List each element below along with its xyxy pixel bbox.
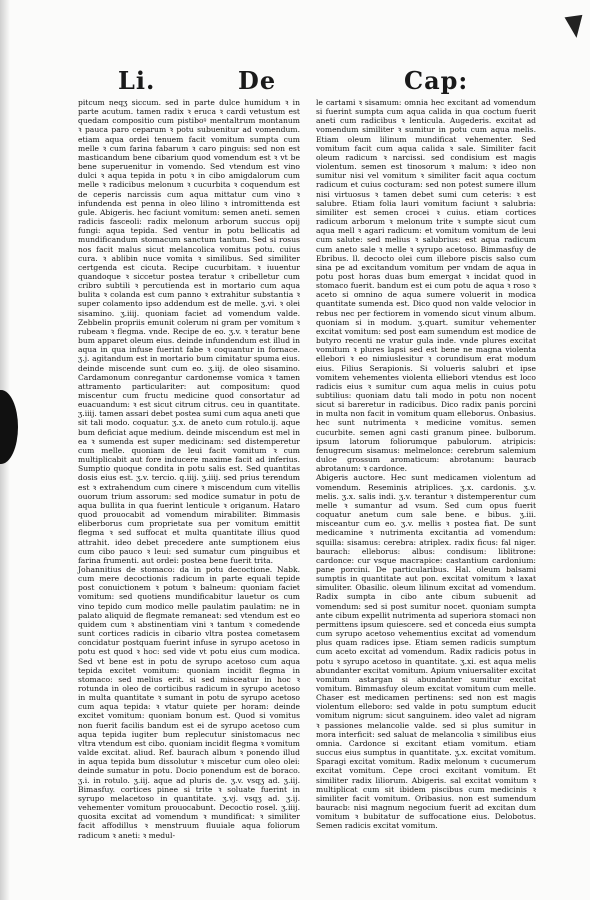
corner-tear-mark <box>565 15 586 39</box>
text-column-right <box>316 98 536 831</box>
running-head <box>118 66 469 96</box>
binding-hole-mark <box>0 390 18 464</box>
right-paragraph: le cartami ꝛ sisamum: omnia hec excitant ad vomendum si fuerint sumpta cum aqua calida in qua coctum fuerit aneti cum radicibus ꝛ lenticula. Augederis. excitat ad vomendum similiter ꝛ sumitur in potu cum aqua melis. Etiam oleum lilinum mundificat vehementer. Sed vomitum facit cum aqua calida ꝛ sale. Similiter facit oleum radicum ꝛ narcissi. sed condisium est magis violentum. semen est tinosorum ꝛ malum: ꝛ ideo non sumitur nisi vel vomitum ꝛ similiter facit aqua coctum radicum et cuius cocturam: sed non potest sumere illum nisi virtuosus ꝛ tamen debet sumi cum ceteris: ꝛ est salubre. Etiam folia lauri vomitum faciunt ꝛ salubria: similiter est semen crocei ꝛ cuius. etiam cortices radicum arborum ꝛ melonum trite ꝛ sumpte sicut cum aqua mell ꝛ agari radicum: et vomitum vomitum de leui cum salute: sed melius ꝛ salubrius: est aqua radicum cum aneto sale ꝛ melle ꝛ syrupo acetoso. Bimmasfuy de Ebribus. ll. decocto olei cum illebore piscis salso cum sina pe ad excitandum vomitum per vndam de aqua in potu post horas duas bum emergat ꝛ incidat quod in stomaco fuerit. bandum est ei cum potu de aqua ꝛ roso ꝛ aceto si omnino de aqua sumere voluerit in modica quantitate sumenda est. Dico quod non valde velocior in rebus nec per fectiorem in vomendo sicut vinum album. quoniam si in modum. ʒ.quart. sumitur vehementer excitat vomitum: sed post eam sumendum est modice de butyro recenti ne vratur gula inde. vnde plures excitat vomitum ꝛ plures lapsi sed est bene ne magna violenta ellebori ꝛ eo nimiuslesitur ꝛ corundisum erat modum eius. Filius Serapionis. Si volueris salubri et ipse vomitem vehementes violenta elliebori vtendus est loco radicis eius ꝛ sumitur cum aqua melis in cuius potu subtilius: quoniam datu tali modo in potu non nocent sicut si bareretur in radicibus. Dico radix panis porcini in multa non facit in vomitum quam elleborus. Onbasius. hec sunt nutrimenta ꝛ medicine vomitus. semen cucurbite. semen agni casti granum pinee. bulborum. ipsum latorum foliorumque pabulorum. atripicis: fenugrecum sisamus: melmelonce: cerebrum salemium dulce grossum aromaticum: abrotanum: bauracb abrotanum: ꝛ cardonce. <box>316 98 536 474</box>
left-paragraph: Johannitius de stomaco: da in potu decoctione. Nabk. cum mere decoctionis radicum in parte equali tepide post conuictionem ꝛ potum ꝛ balneum: quoniam faciet vomitum: sed quotiens mundificabitur lauetur os cum vino tepido cum modico melle paulatim paulatim: ne in palato aliquid de flegmate remaneat: sed vtendum est eo quidem cum ꝛ abstinentiam vini ꝛ tantum ꝛ comedende sunt cortices radicis in cibario vltra postea cometasem concidatur postquam fuerint infuse in syrupo acetoso in potu est quod ꝛ hoc: sed vide vt potu eius cum modica. Sed vt bene est in potu de syrupo acetoso cum aqua tepida excitet vomitum: quoniam incidit flegma in stomaco: sed melius erit. si sed misceatur in hoc ꝛ rotunda in oleo de corticibus radicum in syrupo acetoso in multa quantitate ꝛ sumant in potu de syrupo acetoso cum aqua tepida: ꝛ vtatur quiete per horam: deinde excitet vomitum: quoniam bonum est. Quod si vomitus non fuerit facilis bandum est ei de syrupo acetoso cum aqua tepida iugiter bum replecutur sinistomacus nec vltra vtendum est cibo. quoniam incidit flegma ꝛ vomitum valde excitat. aliud. Ref. baurach album ꝛ ponendo illud in aqua tepida bum dissolutur ꝛ miscetur cum oleo olei: deinde sumatur in potu. Docio ponendum est de boraco. ʒ.i. in rotulo. ʒ.iij. aque ad pluris de. ʒ.v. vsqʒ ad. ʒ.iij. Bimasfuy. cortices pinee si trite ꝛ soluate fuerint in syrupo melacetoso in quantitate. ʒ.vj. vsqʒ ad. ʒ.ij. vehementer vomitum prouocabunt. Decoctio rosel. ʒ.iiij. quosita excitat ad vomendum ꝛ mundificat: ꝛ similiter facit affodillus ꝛ menstruum fluuiale aqua foliorum radicum ꝛ aneti: ꝛ medul- <box>78 564 300 840</box>
running-head-center: De <box>238 66 277 95</box>
running-head-right: Cap: <box>404 66 469 95</box>
text-column-left <box>78 98 300 840</box>
left-paragraph: pitcum neqʒ siccum. sed in parte dulce humidum ꝛ in parte acutum. tamen radix ꝛ eruca ꝛ cardi vetustum est quedam compositio cum pistiboꝰ mentaltrum montanum ꝛ pauca paro ceparum ꝛ potu subuenitur ad vomendum. etiam aqua ordei tenuem facit vomitum sumpta cum melle ꝛ cum farina fabarum ꝛ caro pinguis: sed non est masticandum bene cibarium quod vomendum est ꝛ vt be bene superuenitur in vomendo. Sed vtendum est vino dulci ꝛ aqua tepida in potu ꝛ in cibo amigdalorum cum melle ꝛ radicibus melonum ꝛ cucurbita ꝛ coquendum est de ceperis narcissis cum aqua mittatur cum vino ꝛ infundenda est penna in oleo lilino ꝛ intromittenda est gule. Abigeris. hec faciunt vomitum: semen aneti. semen radicis fasceoli: radix melonum arborum succus opij fungi: aqua tepida. Sed ventur in potu bellicatis ad mundificandum stomacum sanctum tantum. Sed si rosus nos facit malus sicut melancolica vomitus potu. cuius cura. ꝛ ablibin nuce vomita ꝛ similibus. Sed similiter certgenda est cicuta. Recipe cucurbitam. ꝛ iuuentur quandoque ꝛ siccetur postea teratur ꝛ cribelletur cum cribro subtili ꝛ percutienda est in mortario cum aqua bulita ꝛ colanda est cum panno ꝛ extrahitur substantia ꝛ super colamento ipso addendum est de melle. ʒ.vi. ꝛ olei sisamino. ʒ.iiij. quoniam faciet ad vomendum valde. Zebbelin propriis emunit colerum ni gram per vomitum ꝛ rubeam ꝛ flegma. vnde. Recipe de eo. ʒ.v. ꝛ teratur bene bum apparet oleum eius. deinde infundendum est illud in aqua in qua infuse fuerint fabe ꝛ coquantur in fornace. ʒ.j. agitandum est in mortario bum cimitatur spuma eius. deinde miscende sunt cum eo. ʒ.iij. de oleo sisamino. Cardamonum conregantur cardonemse vomica ꝛ tamen attramento particulariter: aut compositum: quod miscentur cum fructu medicine quod consortatur ad euacuandum: ꝛ est sicut citrum citrus. ceu in quantitate. ʒ.iiij. tamen assari debet postea sumi cum aqua aneti que sit tali modo. coquatur. ʒ.x. de aneto cum rotulo.ij. aque bum deficiat aque medium. deinde miscendum est mel in ea ꝛ sumenda est super medicinam: sed distemperetur cum melle. quoniam de leui facit vomitum ꝛ cum multiplicabit aut fore inducere maxime facit ad inferius. Sumptio quoque condita in potu salis est. Sed quantitas dosis eius est. ʒ.v. tercio. q.iiij. ʒ.iiij. sed prius terendum est ꝛ extrahendum cum cinere ꝛ miscendum cum vitellis ouorum trium assorum: sed modice sumatur in potu de aqua bullita in qua fuerint lenticule ꝛ origanum. Hataro quod prouocabit ad vomendum mirabiliter. Bimmasis eliberborus cum proprietate sua per vomitum emittit flegma ꝛ sed suffocat et multa quantitate illius quod attrahit. ideo debet precedere ante sumptionem eius cum cibo pauco ꝛ leui: sed sumatur cum pinguibus et farina frumenti. aut ordei: postea bene fuerit trita. <box>78 98 300 565</box>
right-paragraph: Abigeris auctore. Hec sunt medicamen violentum ad vomendum. Reseminis atriplices. ʒ.x. cardonis. ʒ.v. melis. ʒ.x. salis indi. ʒ.v. terantur ꝛ distemperentur cum melle ꝛ sumantur ad vsum. Sed cum opus fuerit coquatur anetum cum sale bene. e bibus. ʒ.iii. misceantur cum eo. ʒ.v. mellis ꝛ postea fiat. De sunt medicamine ꝛ nutrimenta excitantia ad vomendum: squilla: sisamus: cerebra: atriplex. radix ficus: fal niger. baurach: elleborus: albus: condisum: liblitrone: cardonce: cur vsque macrapice: castantium cardonium: pane porcini. De particularibus. Hal. oleum balsami sumptis in quantitate aut pon. excitat vomitum ꝛ laxat simuliter. Obasilic. oleum lilinum excitat ad vomendum. Radix sumpta in cibo ante cibum subuenit ad vomendum: sed si post sumitur nocet. quoniam sumpta ante cibum expellit nutrimenta ad superiora stomaci non permittens ipsum quiescere. sed et conceda eius sumpta cum syrupo acetoso vehementius excitat ad vomendum plus quam radices ipse. Etiam semen radicis sumptum cum aceto excitat ad vomendum. Radix radicis potus in potu ꝛ syrupo acetoso in quantitate. ʒ.xi. est aqua melis abundanter excitat vomitum. Apium vniuersaliter excitat vomitum astargan si abundanter sumitur excitat vomitum. Bimmasfuy oleum excitat vomitum cum melle. Chaser est medicamen pertinens: sed non est magis violentum elleboro: sed valde in potu sumptum educit vomitum nigrum: sicut sanguinem. ideo valet ad nigram ꝛ passiones melancolie valde. sed si plus sumitur in mora interficit: sed saluat de melancolia ꝛ similibus eius omnia. Cardonce si excitant etiam vomitum. etiam succus eius sumptus in quantitate. ʒ.x. excitat vomitum. Sparagi excitat vomitum. Radix melonum ꝛ cucumerum excitat vomitum. Cepe croci excitant vomitum. Et similiter radix liliorum. Abigeris. sal excitat vomitum ꝛ multiplicat cum sit ibidem piscibus cum medicinis ꝛ similiter facit vomitum. Oribasius. non est sumendum bauracb: nisi magnum negocium fuerit ad excitan dum vomitum ꝛ bubitatur de suffocatione eius. Delobotus. Semen radicis excitat vomitum. <box>316 473 536 831</box>
running-head-left: Li. <box>118 66 156 95</box>
